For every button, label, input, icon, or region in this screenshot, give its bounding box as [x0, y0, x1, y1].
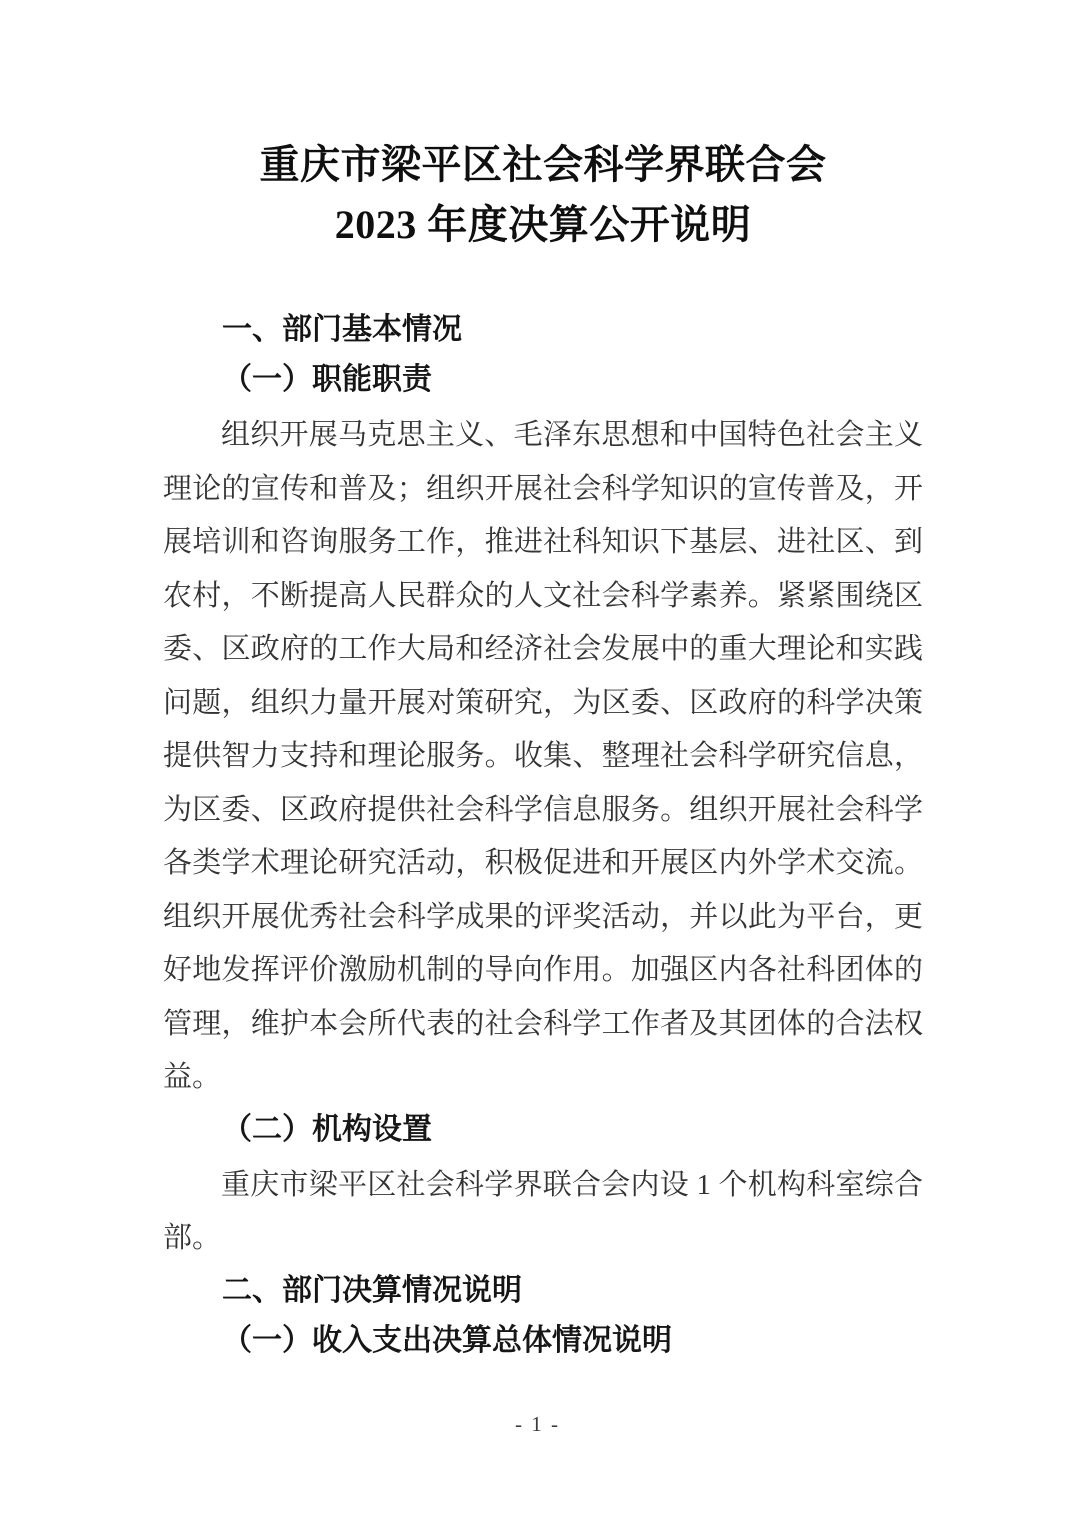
- paragraph-line: 问题，组织力量开展对策研究，为区委、区政府的科学决策: [163, 686, 923, 719]
- paragraph-line: 重庆市梁平区社会科学界联合会内设 1 个机构科室综合: [221, 1168, 923, 1201]
- paragraph-duties: [163, 409, 923, 1105]
- section-1-heading: 一、部门基本情况: [222, 313, 462, 346]
- paragraph-line: 部。: [163, 1222, 222, 1254]
- doc-title-line-1: 重庆市梁平区社会科学界联合会: [259, 142, 827, 187]
- document-title: [163, 135, 923, 255]
- section-1-sub-1-heading: （一）职能职责: [222, 363, 432, 396]
- doc-title-line-2: 2023 年度决算公开说明: [334, 202, 752, 247]
- paragraph-line: 理论的宣传和普及；组织开展社会科学知识的宣传普及，开: [163, 472, 923, 505]
- paragraph-line: 委、区政府的工作大局和经济社会发展中的重大理论和实践: [163, 633, 923, 665]
- paragraph-line: 提供智力支持和理论服务。收集、整理社会科学研究信息，: [163, 740, 923, 772]
- paragraph-line: 展培训和咨询服务工作，推进社科知识下基层、进社区、到: [163, 526, 923, 558]
- paragraph-organization: [163, 1159, 923, 1266]
- paragraph-line: 各类学术理论研究活动，积极促进和开展区内外学术交流。: [163, 847, 923, 879]
- section-2-heading: 二、部门决算情况说明: [222, 1273, 522, 1307]
- paragraph-line: 组织开展马克思主义、毛泽东思想和中国特色社会主义: [221, 419, 923, 451]
- paragraph-line: 好地发挥评价激励机制的导向作用。加强区内各社科团体的: [163, 954, 923, 986]
- page-number: - 1 -: [515, 1412, 560, 1436]
- section-2-sub-1-heading: （一）收入支出决算总体情况说明: [222, 1323, 672, 1357]
- paragraph-line: 组织开展优秀社会科学成果的评奖活动，并以此为平台，更: [163, 900, 923, 933]
- paragraph-line: 管理，维护本会所代表的社会科学工作者及其团体的合法权: [163, 1007, 923, 1040]
- paragraph-line: 农村，不断提高人民群众的人文社会科学素养。紧紧围绕区: [163, 579, 923, 612]
- paragraph-line: 益。: [163, 1061, 222, 1093]
- section-1-sub-2-heading: （二）机构设置: [222, 1112, 432, 1146]
- paragraph-line: 为区委、区政府提供社会科学信息服务。组织开展社会科学: [163, 793, 923, 826]
